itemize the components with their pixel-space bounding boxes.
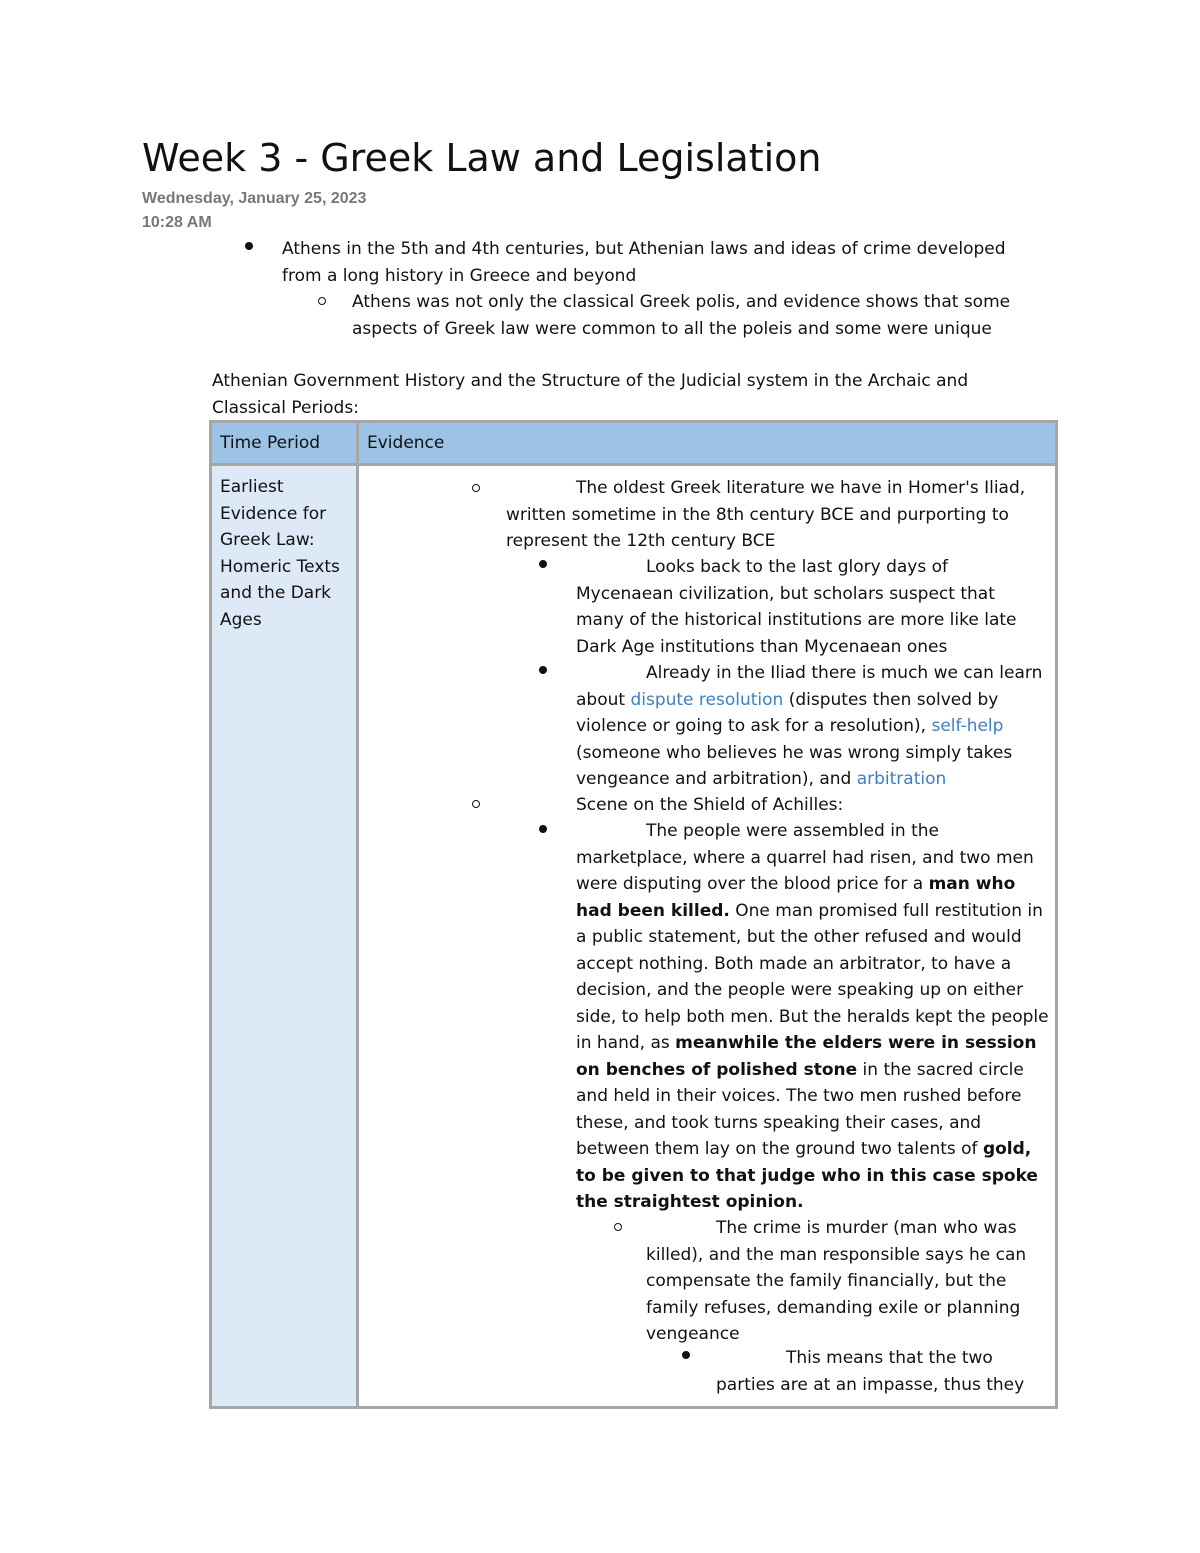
evidence-item-1-sub-2-text-a: Already in the Iliad there is much we can learn about: [576, 663, 1043, 710]
shield-quote-text-3: in the sacred circle and held in their voices. The two men rushed before these, and took turns speaking their cases, and between them lay on the ground two talents of: [576, 1059, 1024, 1159]
impasse-note-text: This means that the two parties are at an impasse, thus they: [716, 1348, 1025, 1395]
page-date: Wednesday, January 25, 2023: [142, 190, 367, 207]
term-dispute-resolution-link[interactable]: dispute resolution: [630, 689, 784, 710]
bullet-dot-icon: [245, 242, 253, 250]
evidence-item-1-sub-2: [576, 660, 1046, 793]
table-row: [211, 465, 1057, 1408]
intro-bullet-1: Athens in the 5th and 4th centuries, but Athenian laws and ideas of crime developed from a long history in Greece and beyond: [282, 239, 1006, 286]
shield-quote-text-2: One man promised full restitution in a public statement, but the other refused and would accept nothing. Both made an arbitrator, to have a decision, and the people were speaking up on either side, to help both men. But the heralds kept the people in hand, as: [576, 900, 1049, 1053]
shield-quote-bold-3: gold, to be given to that judge who in this case spoke the straightest opinion.: [576, 1139, 1038, 1212]
intro-bullet-1-sub: Athens was not only the classical Greek polis, and evidence shows that some aspects of Greek law were common to all the poleis and some were unique: [352, 292, 1011, 339]
bullet-dot-icon: [682, 1351, 690, 1359]
period-text: Earliest Evidence for Greek Law: Homeric Texts and the Dark Ages: [220, 477, 340, 630]
table-caption: Athenian Government History and the Structure of the Judicial system in the Archaic and Classical Periods:: [212, 371, 969, 418]
evidence-content: [359, 466, 1055, 1406]
evidence-item-2: [576, 792, 1046, 819]
evidence-item-1-text: The oldest Greek literature we have in Homer's Iliad, written sometime in the 8th century BCE and purporting to represent the 12th century BCE: [506, 478, 1026, 551]
evidence-item-1-sub-1-text: Looks back to the last glory days of Mycenaean civilization, but scholars suspect that many of the historical institutions are more like late Dark Age institutions than Mycenaean ones: [576, 557, 1017, 657]
bullet-circle-icon: [318, 297, 326, 305]
bullet-circle-icon: [472, 484, 480, 492]
table-header-row: [211, 422, 1057, 465]
header-evidence: Evidence: [358, 422, 1057, 465]
bullet-dot-icon: [539, 666, 547, 674]
page-time: 10:28 AM: [142, 214, 212, 231]
evidence-item-1-sub-2-text-b: (disputes then solved by violence or going to ask for a resolution),: [576, 689, 999, 736]
evidence-item-1-sub-1: [576, 554, 1046, 660]
bullet-circle-icon: [472, 800, 480, 808]
header-time-period: Time Period: [211, 422, 358, 465]
bullet-circle-icon: [614, 1223, 622, 1231]
crime-note: [646, 1215, 1046, 1348]
bullet-dot-icon: [539, 560, 547, 568]
crime-note-text: The crime is murder (man who was killed), and the man responsible says he can compensate the family financially, but the family refuses, demanding exile or planning vengeance: [646, 1218, 1027, 1344]
shield-quote-bold-1: man who had been killed.: [576, 874, 1016, 921]
shield-quote-text-1: The people were assembled in the marketplace, where a quarrel had risen, and two men were disputing over the blood price for a: [576, 821, 1034, 894]
evidence-item-1-sub-2-text-c: (someone who believes he was wrong simply takes vengeance and arbitration), and: [576, 742, 1013, 789]
period-cell: [211, 465, 358, 1408]
evidence-item-1: [506, 475, 1036, 555]
term-self-help-link[interactable]: self-help: [931, 716, 1004, 736]
shield-quote: [576, 818, 1052, 1216]
judicial-history-table: [209, 420, 1058, 1409]
shield-quote-bold-2: meanwhile the elders were in session on benches of polished stone: [576, 1033, 1037, 1080]
term-arbitration-link[interactable]: arbitration: [856, 769, 947, 789]
bullet-dot-icon: [539, 825, 547, 833]
evidence-cell: [358, 465, 1057, 1408]
evidence-item-2-text: Scene on the Shield of Achilles:: [576, 795, 844, 815]
page-title: Week 3 - Greek Law and Legislation: [142, 136, 822, 180]
impasse-note: [716, 1345, 1036, 1398]
